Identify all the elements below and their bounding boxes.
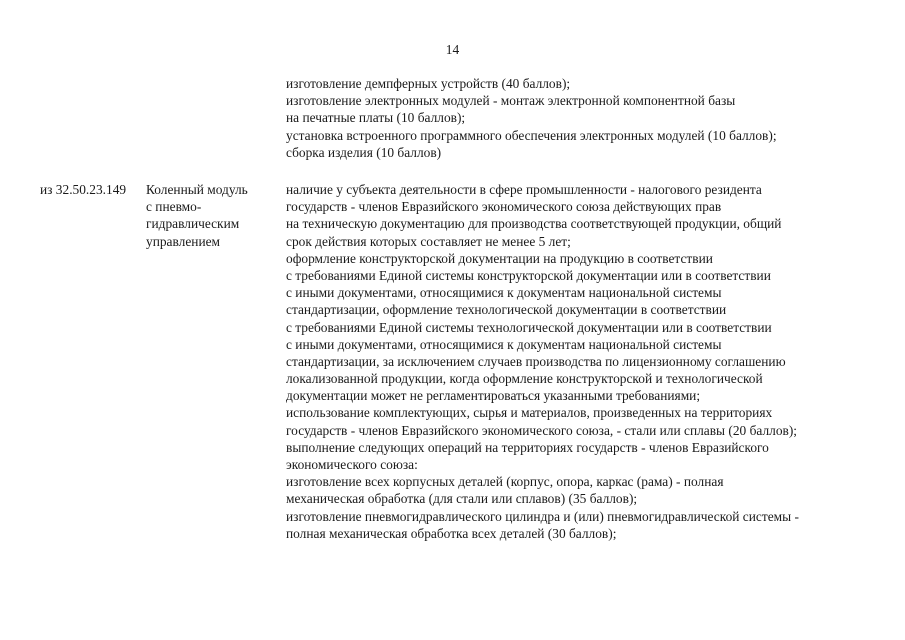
- requirements-cell: [286, 181, 886, 542]
- requirement-line: на техническую документацию для производства соответствующей продукции, общий: [286, 216, 782, 232]
- product-name-line: гидравлическим: [146, 216, 240, 232]
- product-name-line: управлением: [146, 233, 221, 249]
- requirement-line: экономического союза:: [286, 457, 418, 472]
- requirement-line: изготовление пневмогидравлического цилиндра и (или) пневмогидравлической системы -: [286, 508, 799, 524]
- product-name-line: Коленный модуль: [146, 182, 248, 197]
- text-line: на печатные платы (10 баллов);: [286, 110, 466, 126]
- text-line: установка встроенного программного обеспечения электронных модулей (10 баллов);: [286, 127, 777, 143]
- requirement-line: с требованиями Единой системы технологической документации или в соответствии: [286, 319, 772, 335]
- page-number: 14: [445, 42, 460, 57]
- product-name-line: с пневмо-: [146, 199, 202, 215]
- requirement-line: с иными документами, относящимися к документам национальной системы: [286, 285, 722, 301]
- requirement-line: полная механическая обработка всех деталей (30 баллов);: [286, 525, 617, 541]
- requirement-line: оформление конструкторской документации на продукцию в соответствии: [286, 250, 713, 266]
- requirement-line: выполнение следующих операций на территориях государств - членов Евразийского: [286, 439, 769, 455]
- requirement-line: государств - членов Евразийского экономического союза, - стали или сплавы (20 баллов);: [286, 422, 798, 438]
- product-name-cell: [146, 181, 278, 250]
- text-line: изготовление электронных модулей - монтаж электронной компонентной базы: [286, 93, 736, 109]
- requirement-line: использование комплектующих, сырья и материалов, произведенных на территориях: [286, 405, 773, 421]
- requirement-line: локализованной продукции, когда оформление конструкторской и технологической: [286, 371, 763, 387]
- requirement-line: механическая обработка (для стали или сплавов) (35 баллов);: [286, 491, 638, 507]
- requirement-line: документации может не регламентироваться указанными требованиями;: [286, 388, 701, 404]
- continuation-text-block: [286, 75, 886, 161]
- requirement-line: срок действия которых составляет не менее 5 лет;: [286, 233, 571, 249]
- requirement-line: наличие у субъекта деятельности в сфере промышленности - налогового резидента: [286, 182, 762, 197]
- product-code: из 32.50.23.149: [40, 182, 127, 197]
- text-line: изготовление демпферных устройств (40 баллов);: [286, 76, 571, 91]
- requirement-line: стандартизации, за исключением случаев производства по лицензионному соглашению: [286, 353, 786, 369]
- text-line: сборка изделия (10 баллов): [286, 144, 442, 160]
- product-code-cell: [40, 181, 144, 198]
- requirement-line: с требованиями Единой системы конструкторской документации или в соответствии: [286, 267, 771, 283]
- requirement-line: государств - членов Евразийского экономического союза действующих прав: [286, 199, 722, 215]
- requirement-line: стандартизации, оформление технологической документации в соответствии: [286, 302, 727, 318]
- requirement-line: с иными документами, относящимися к документам национальной системы: [286, 336, 722, 352]
- requirement-line: изготовление всех корпусных деталей (корпус, опора, каркас (рама) - полная: [286, 474, 724, 490]
